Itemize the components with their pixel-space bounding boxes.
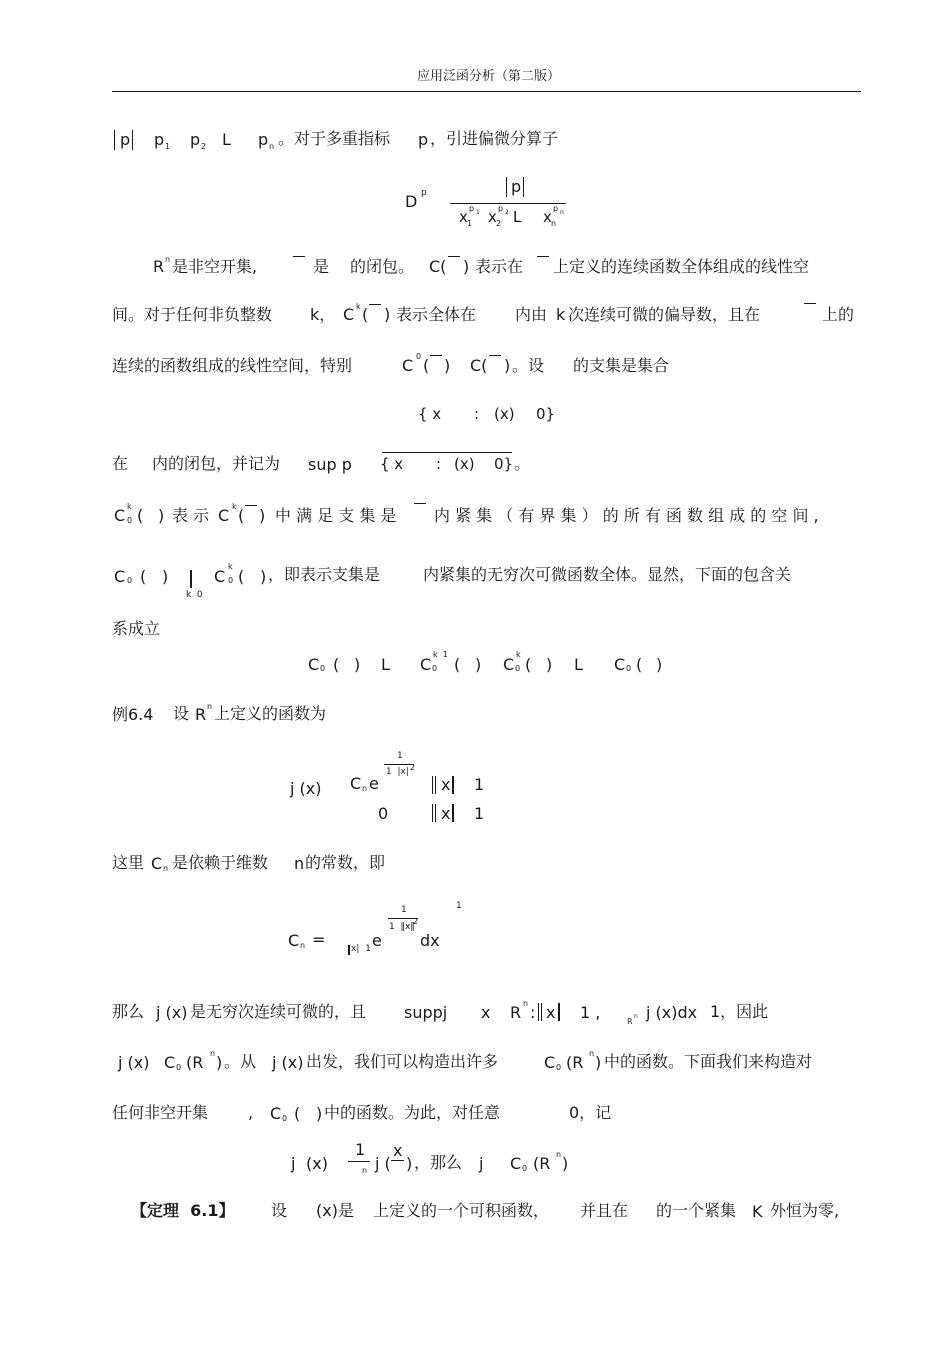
p5-int-sub-sup: n xyxy=(634,1013,638,1020)
p5-text-b: 是无穷次连续可微的，且 xyxy=(190,1002,367,1021)
p5-zero: 0，记 xyxy=(569,1103,612,1122)
theorem-text-d: 的一个紧集 xyxy=(656,1201,737,1220)
chain-C4: C xyxy=(614,655,626,674)
eq-x2: x xyxy=(488,208,497,226)
eq-x2-supsub: 2 xyxy=(505,209,509,216)
p5-CR-close: ) xyxy=(216,1053,223,1072)
eq-xn-sub: n xyxy=(551,219,557,228)
C0k-close: ) xyxy=(158,506,165,525)
p5-C: C xyxy=(164,1053,176,1072)
p3-text-rest2: ，即表示支集是 xyxy=(268,565,381,584)
p2-text-a: 在 xyxy=(112,454,129,473)
C0-sup: 0 xyxy=(416,352,422,361)
p4-text-a: 这里 xyxy=(112,853,145,872)
p1-line3-a: 连续的函数组成的线性空间，特别 xyxy=(112,356,353,375)
C0-inf-sub: 0 xyxy=(127,576,133,585)
eqcn-exp-2: 2 xyxy=(413,917,419,926)
p2-set-colon: : xyxy=(436,455,442,473)
eqj-one2: 1 xyxy=(474,804,485,823)
C0-inf: C xyxy=(114,567,126,586)
eqj-Cn: C xyxy=(350,774,362,793)
norm-bar xyxy=(452,804,454,822)
p5-C2-sub: 0 xyxy=(556,1063,562,1072)
theorem-text-b: 上定义的一个可积函数， xyxy=(373,1201,550,1220)
p3-text-b: 中 满 足 支 集 是 xyxy=(275,506,397,525)
chain-C4-open: ( xyxy=(636,655,643,674)
p5-int-sub: R xyxy=(627,1017,633,1026)
p1-sub: 1 xyxy=(165,142,171,151)
p2-end: 。 xyxy=(514,454,531,473)
closure-bar xyxy=(448,256,460,257)
p3-text-a: 表 示 xyxy=(172,506,210,525)
eq-L: L xyxy=(513,208,522,226)
p1-text-c: 的闭包。 xyxy=(350,257,415,276)
eqj-x2: x xyxy=(441,804,451,823)
eqje-num: 1 xyxy=(355,1140,366,1159)
eq-fraction-bar xyxy=(450,203,566,204)
page-header-title: 应用泛函分析（第二版） xyxy=(417,69,561,84)
theorem-K: K xyxy=(752,1202,763,1221)
eqcn-int-sub: x| 1 xyxy=(351,944,371,954)
eq-x1-sup: p xyxy=(469,204,475,213)
C0k-2-sup: k xyxy=(228,562,233,571)
intersection-sign xyxy=(190,570,192,588)
p5-j: j (x) xyxy=(156,1003,188,1022)
set-colon: : xyxy=(474,405,480,423)
eq-D-sup: p xyxy=(421,188,427,198)
integral-sign xyxy=(348,945,350,955)
eqje-R-sup: n xyxy=(556,1150,562,1159)
p1-line2-e: 上的 xyxy=(822,305,855,324)
Ck-2-open: ( xyxy=(238,506,245,525)
eq-abs-left xyxy=(506,177,507,197)
closure-bar xyxy=(489,355,501,356)
supp: sup p xyxy=(308,455,352,474)
p1-text-a: 是非空开集, xyxy=(172,257,258,276)
abs-bar-left xyxy=(114,130,115,150)
p5-text-e: 中的函数。下面我们来构造对 xyxy=(604,1052,813,1071)
C-close: ) xyxy=(463,257,470,276)
closure-bar xyxy=(414,503,426,504)
chain-C3-sub: 0 xyxy=(515,664,521,673)
eqcn-e: e xyxy=(372,931,382,950)
eqje-bar xyxy=(348,1161,370,1162)
chain-C2-sup: k 1 xyxy=(433,650,448,659)
p2-set-phi: (x) xyxy=(454,455,475,473)
R: R xyxy=(153,257,165,276)
p4-n: n xyxy=(294,854,305,873)
p1-text-d: 表示在 xyxy=(475,257,524,276)
example-label: 例6.4 xyxy=(112,705,154,724)
p5-C2R-close: ) xyxy=(595,1053,602,1072)
Ck-2-close: ) xyxy=(259,506,266,525)
p4-text-c: 的常数，即 xyxy=(305,853,386,872)
eq-x2-sub: 2 xyxy=(496,219,502,228)
norm-bar xyxy=(558,1003,560,1021)
chain-C4-close: ) xyxy=(656,655,663,674)
p5-xb: x xyxy=(546,1003,556,1022)
eqcn-power: 1 xyxy=(456,901,462,911)
theorem-text-a: 设 xyxy=(271,1201,288,1220)
p5-C2R: (R xyxy=(566,1053,584,1072)
header-rule xyxy=(112,91,861,92)
eq-xn-sup: p xyxy=(553,204,559,213)
eqj-x1: x xyxy=(441,775,451,794)
eqje-xnum: x xyxy=(393,1141,403,1160)
eqcn-C-sub: n xyxy=(300,941,306,950)
norm-bar xyxy=(432,776,433,794)
eqje-close: ) xyxy=(406,1154,413,1173)
eqcn-eq: = xyxy=(312,930,326,949)
closure-bar xyxy=(245,505,257,506)
p5-text-f: 任何非空开集 xyxy=(112,1103,209,1122)
p5-C2R-sup: n xyxy=(589,1049,595,1058)
eqje-R-close: ) xyxy=(562,1154,569,1173)
eqj-one1: 1 xyxy=(474,775,485,794)
chain-C3-sup: k xyxy=(516,650,521,659)
p5-text-a: 那么 xyxy=(112,1002,145,1021)
eq-abs-right xyxy=(523,177,524,197)
C0k-sub: 0 xyxy=(127,516,133,525)
example-R-sup: n xyxy=(207,702,213,711)
set-zero: 0} xyxy=(536,405,556,423)
p3-text-rest: 内 紧 集 （ 有 界 集 ） 的 所 有 函 数 组 成 的 空 间 , xyxy=(434,506,819,525)
p5-R-sup: n xyxy=(523,999,529,1008)
eqj-lhs: j (x) xyxy=(290,779,322,798)
C0-inf-close: ) xyxy=(162,567,169,586)
norm-bar xyxy=(435,776,436,794)
p2: p xyxy=(190,130,201,149)
norm-bar xyxy=(432,804,433,822)
eqje-C: C xyxy=(510,1154,522,1173)
p1-text-e: 上定义的连续函数全体组成的线性空 xyxy=(553,257,810,276)
p5-C-sub: 0 xyxy=(176,1063,182,1072)
p1-line2-b: 表示全体在 xyxy=(396,305,477,324)
p2-sub: 2 xyxy=(201,142,207,151)
chain-C3-open: ( xyxy=(525,655,532,674)
theorem-phi: (x)是 xyxy=(316,1201,354,1220)
eq-x1-sub: 1 xyxy=(467,219,473,228)
eqje-text: ，那么 xyxy=(414,1153,463,1172)
chain-C4-sub: 0 xyxy=(626,664,632,673)
k-2: k xyxy=(556,305,566,324)
eqcn-dx: dx xyxy=(420,931,440,950)
p3-text-last: 系成立 xyxy=(112,619,161,638)
eqcn-C: C xyxy=(288,931,300,950)
p5-x: x xyxy=(481,1003,491,1022)
eqje-j2: j ( xyxy=(375,1154,391,1173)
chain-L1: L xyxy=(381,655,390,674)
Ck-open: ( xyxy=(362,305,369,324)
eqj-exp-2: 2 xyxy=(410,763,416,772)
p5-jint: j (x)dx xyxy=(646,1003,698,1022)
eqje-x: (x) xyxy=(306,1154,328,1173)
eqj-exp-num: 1 xyxy=(397,751,403,761)
pn: p xyxy=(258,130,269,149)
eqje-C-sub: 0 xyxy=(522,1164,528,1173)
set-overline xyxy=(382,452,512,453)
eqj-e: e xyxy=(369,774,379,793)
pn-sub: n xyxy=(269,142,275,151)
p1-line2-a: 间。对于任何非负整数 xyxy=(112,305,273,324)
Ck-close: ) xyxy=(384,305,391,324)
example-R: R xyxy=(195,705,207,724)
eqje-den: n xyxy=(362,1166,368,1175)
C-open-2: C( xyxy=(470,356,488,375)
p5-j3: j (x) xyxy=(272,1053,304,1072)
p5-comma: , xyxy=(248,1103,254,1122)
multi-index-p: p xyxy=(120,130,131,149)
example-text-b: 上定义的函数为 xyxy=(214,704,327,723)
chain-C2-close: ) xyxy=(475,655,482,674)
C0-close: ) xyxy=(444,356,451,375)
eq-num-p: p xyxy=(511,177,522,196)
C0-inf-open: ( xyxy=(140,567,147,586)
p1-line2-d: 次连续可微的偏导数，且在 xyxy=(568,305,761,324)
theorem-label: 【定理 6.1】 xyxy=(131,1201,235,1220)
chain-C1-close: ) xyxy=(354,655,361,674)
C-close-2: ) xyxy=(504,356,511,375)
C0-open: ( xyxy=(423,356,430,375)
norm-bar xyxy=(452,776,454,794)
Ck-2-sup: k xyxy=(232,502,237,511)
p5-text-c: 。从 xyxy=(224,1052,257,1071)
intersection-sub: k 0 xyxy=(186,590,203,600)
closure-bar xyxy=(369,304,381,305)
eqje-j: j xyxy=(291,1154,296,1173)
eqje-R: (R xyxy=(533,1154,551,1173)
p5-one: 1 , xyxy=(580,1003,601,1022)
p1: p xyxy=(154,130,165,149)
eqcn-exp-den: 1 ‖x‖ xyxy=(389,922,415,932)
chain-C2-open: ( xyxy=(454,655,461,674)
p1-text-b: 是 xyxy=(313,257,330,276)
C0k: C xyxy=(114,506,126,525)
p2-set-open: { x xyxy=(380,455,404,473)
p2-text-b: 内的闭包，并记为 xyxy=(152,454,281,473)
chain-C3: C xyxy=(503,655,515,674)
eqj-Cn-sub: n xyxy=(362,784,368,793)
Ck-sup: k xyxy=(356,302,361,311)
p5-suppj: suppj xyxy=(404,1003,448,1022)
multi-index-p-2: p xyxy=(418,130,429,149)
line1-text-2: ，引进偏微分算子 xyxy=(430,129,559,148)
ellipsis-L: L xyxy=(222,130,231,149)
eqj-zero: 0 xyxy=(378,804,389,823)
p5-colon: : xyxy=(530,1003,536,1022)
p1-line2-c: 内由 xyxy=(515,305,548,324)
eq-x2-sup: p xyxy=(498,204,504,213)
example-text-a: 设 xyxy=(173,704,190,723)
p5-C3: C xyxy=(270,1104,282,1123)
eqcn-exp-num: 1 xyxy=(401,905,407,915)
p5-text-g: 中的函数。为此，对任意 xyxy=(324,1103,501,1122)
C0k-open: ( xyxy=(137,506,144,525)
eqje-j3: j xyxy=(479,1154,484,1173)
p5-text-d: 出发，我们可以构造出许多 xyxy=(306,1052,499,1071)
p5-CR: (R xyxy=(186,1053,204,1072)
norm-bar xyxy=(538,1003,539,1021)
set-open: { x xyxy=(418,405,442,423)
chain-C2: C xyxy=(420,655,432,674)
p1-line3-c: 的支集是集合 xyxy=(573,356,670,375)
chain-C3-close: ) xyxy=(546,655,553,674)
p5-C3-sub: 0 xyxy=(282,1114,288,1123)
chain-L2: L xyxy=(574,655,583,674)
C0k-sup: k xyxy=(127,502,132,511)
p3-text-rest3: 内紧集的无穷次可微函数全体。显然，下面的包含关 xyxy=(423,565,792,584)
p5-C2: C xyxy=(544,1053,556,1072)
p5-CR-sup: n xyxy=(210,1049,216,1058)
eq-x1-supsub: 1 xyxy=(476,209,480,216)
closure-bar xyxy=(804,303,816,304)
p4-C: C xyxy=(151,854,163,873)
p4-text-b: 是依赖于维数 xyxy=(172,853,269,872)
line1-text: 。对于多重指标 xyxy=(278,129,391,148)
eqje-bar2 xyxy=(391,1160,404,1161)
theorem-text-c: 并且在 xyxy=(580,1201,629,1220)
closure-bar xyxy=(293,256,305,257)
chain-C1: C xyxy=(308,655,320,674)
eq-xn-supsub: n xyxy=(560,209,564,216)
chain-C2-sub: 0 xyxy=(432,664,438,673)
chain-C1-open: ( xyxy=(333,655,340,674)
p2-set-zero: 0} xyxy=(494,455,514,473)
norm-bar xyxy=(541,1003,542,1021)
C0k-2: C xyxy=(214,567,226,586)
p5-j2: j (x) xyxy=(118,1053,150,1072)
C0k-2-close: ) xyxy=(260,567,267,586)
p4-C-sub: n xyxy=(163,864,169,873)
p5-C3-open: ( xyxy=(294,1104,301,1123)
k: k， xyxy=(310,305,336,324)
C0k-2-sub: 0 xyxy=(228,576,234,585)
p1-line3-b: 。设 xyxy=(512,356,545,375)
C0k-2-open: ( xyxy=(238,567,245,586)
p5-R: R xyxy=(510,1003,522,1022)
C-open: C( xyxy=(429,257,447,276)
eq-D: D xyxy=(405,192,418,211)
abs-bar-right xyxy=(132,130,133,150)
eqj-exp-den: 1 |x| xyxy=(386,767,409,777)
set-phi: (x) xyxy=(494,405,515,423)
C0: C xyxy=(402,356,414,375)
theorem-text-e: 外恒为零, xyxy=(770,1201,840,1220)
p5-one2: 1，因此 xyxy=(710,1002,769,1021)
chain-C1-sub: 0 xyxy=(320,664,326,673)
eq-xn: x xyxy=(543,208,552,226)
norm-bar xyxy=(435,804,436,822)
closure-bar xyxy=(430,355,442,356)
Ck-2: C xyxy=(218,506,230,525)
closure-bar xyxy=(537,256,549,257)
Ck: C xyxy=(343,305,355,324)
eq-x1: x xyxy=(459,208,468,226)
R-sup: n xyxy=(165,255,171,264)
p5-C3-close: ) xyxy=(316,1104,323,1123)
